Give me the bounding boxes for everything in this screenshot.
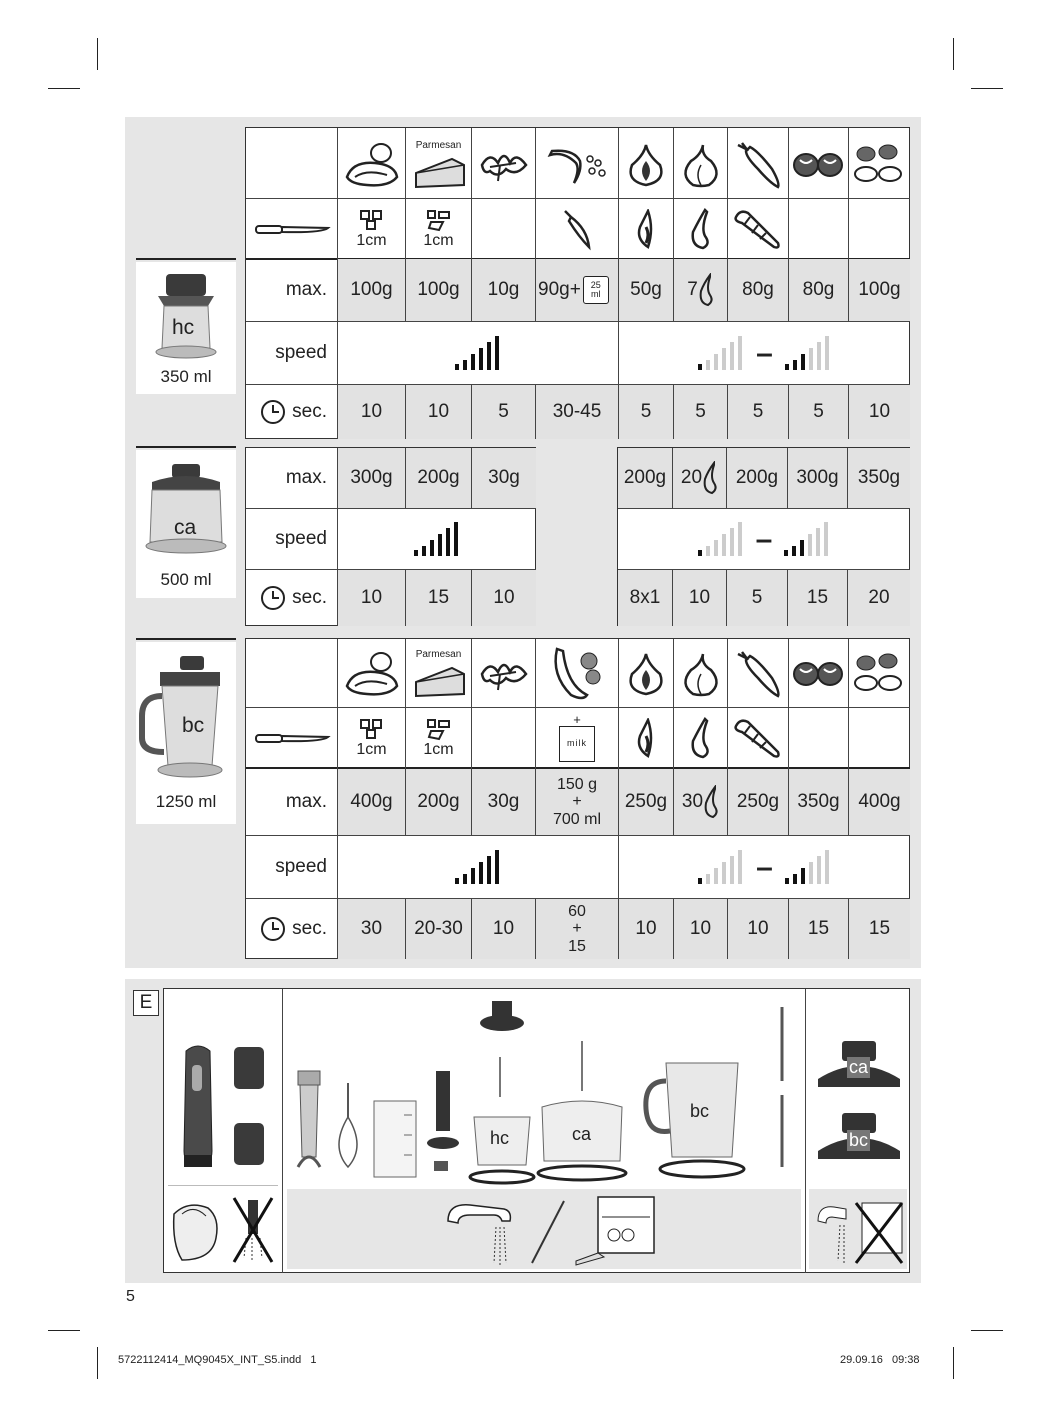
speed-range-icon: –	[618, 509, 910, 569]
max-value: 200g	[417, 790, 460, 812]
bc-blender-jar	[136, 642, 236, 824]
timer-icon	[260, 916, 286, 942]
cube-size: 1cm	[423, 231, 454, 249]
onion-cut-icon	[619, 708, 673, 767]
max-value: 30g	[488, 466, 520, 488]
sec-value: 30	[360, 917, 383, 939]
jar-capacity: 350 ml	[160, 367, 212, 386]
crop-mark	[48, 1330, 80, 1331]
knife-icon	[246, 199, 337, 258]
tap-water-icon	[444, 1199, 516, 1267]
max-value: 100g	[417, 278, 460, 300]
speed-label: speed	[275, 527, 327, 549]
sec-value: 10	[427, 400, 450, 422]
jar-capacity: 500 ml	[160, 570, 212, 589]
jar-capacity: 1250 ml	[155, 792, 217, 811]
jar-code: hc	[172, 316, 195, 339]
sec-label: sec.	[292, 917, 327, 939]
hc-chopper-jar	[136, 262, 236, 394]
max-value: 250g	[736, 790, 780, 812]
wipe-clean-icon	[168, 1194, 228, 1266]
parmesan-icon: Parmesan	[406, 132, 471, 198]
no-water-icon	[230, 1194, 276, 1266]
walnut-icon	[789, 132, 848, 198]
cheese-cubes-icon	[425, 208, 453, 232]
speed-max-icon	[338, 836, 618, 898]
walnut-icon	[789, 641, 848, 707]
slash-divider-icon	[528, 1199, 568, 1265]
max-label: max.	[285, 278, 327, 300]
crop-mark	[97, 1347, 98, 1379]
ca-table-left	[245, 447, 536, 626]
garlic-clove-icon	[702, 461, 718, 495]
timer-icon	[260, 399, 286, 425]
carrot-cut-icon	[728, 708, 788, 767]
part-label-hc: hc	[490, 1128, 510, 1148]
water-jug-icon: 25 ml	[583, 276, 609, 304]
sec-value: 15	[868, 917, 891, 939]
max-value: 200g	[735, 466, 779, 488]
max-value: 400g	[858, 790, 901, 812]
max-value: 200g	[417, 466, 460, 488]
dishwasher-icon	[574, 1195, 658, 1267]
cube-size: 1cm	[356, 740, 387, 758]
part-label-bc: bc	[690, 1101, 710, 1121]
footer-date: 29.09.16 09:38	[840, 1354, 920, 1366]
almonds-icon	[849, 132, 910, 198]
speed-range-icon: –	[619, 836, 910, 898]
bc-table: Parmesan 1cm 1cm + milk max. 400g 200g 30g 150 g + 700 ml 250g 30 250g 350g 400g speed – sec. 30 20-30 10 60 + 15 10 10 10 15 15	[245, 638, 910, 959]
speed-max-icon	[338, 322, 618, 384]
max-value: 10g	[487, 278, 520, 300]
sec-value: 10	[492, 917, 515, 939]
ca-table-right	[617, 447, 910, 626]
max-value: 80g	[742, 278, 774, 300]
garlic-icon	[674, 132, 727, 198]
parmesan-icon: Parmesan	[406, 641, 471, 707]
sec-value: 15	[807, 917, 830, 939]
max-value: 700 ml	[552, 810, 602, 828]
jar-code: bc	[182, 714, 205, 737]
sec-value: 10	[747, 917, 769, 939]
garlic-clove-icon	[698, 273, 714, 307]
milk-carton-icon: milk	[559, 726, 595, 762]
sec-value: 5	[752, 400, 764, 422]
crop-mark	[953, 1347, 954, 1379]
max-value: 300g	[350, 466, 393, 488]
max-value: 300g	[796, 466, 839, 488]
meat-icon	[338, 132, 405, 198]
sec-value: 10	[689, 917, 712, 939]
sec-value: 15	[568, 937, 586, 955]
sec-value: 5	[498, 400, 509, 422]
sec-value: 10	[493, 586, 515, 608]
max-value: 100g	[350, 278, 393, 300]
sec-value: 15	[806, 586, 829, 608]
crop-mark	[48, 88, 80, 89]
max-value: 250g	[624, 790, 668, 812]
max-value: 80g	[802, 278, 835, 300]
page-number: 5	[126, 1288, 135, 1305]
sec-value: 20	[868, 586, 890, 608]
part-label-ca: ca	[572, 1124, 592, 1144]
banana-berries-icon	[536, 641, 618, 707]
chili-cut-icon	[536, 199, 618, 258]
sec-value: 5	[695, 400, 706, 422]
max-value: 350g	[857, 466, 901, 488]
no-dishwasher-icon	[852, 1197, 906, 1267]
lid-label-ca: ca	[849, 1057, 869, 1077]
crop-mark	[953, 38, 954, 70]
max-value: 200g	[623, 466, 667, 488]
garlic-icon	[674, 641, 727, 707]
sec-value: 5	[751, 586, 763, 608]
max-value: 100g	[858, 278, 901, 300]
max-value: 350g	[797, 790, 840, 812]
max-label: max.	[285, 466, 327, 488]
hc-table	[245, 127, 910, 439]
sec-value: 5	[813, 400, 824, 422]
carrot-icon	[728, 132, 788, 198]
sec-value: 15	[427, 586, 450, 608]
onion-icon	[619, 641, 673, 707]
timer-icon	[260, 585, 286, 611]
sec-value: 5	[640, 400, 652, 422]
speed-max-icon	[338, 509, 536, 569]
max-value: 400g	[350, 790, 393, 812]
jar-code: ca	[174, 516, 197, 539]
ca-chopper-jar	[136, 450, 236, 598]
cubes-icon	[358, 208, 386, 232]
footer-file: 5722112414_MQ9045X_INT_S5.indd 1	[118, 1354, 317, 1366]
sec-value: 20-30	[414, 917, 463, 939]
hand-blender-motor-icon	[176, 1041, 276, 1181]
speed-range-icon: –	[619, 322, 910, 384]
speed-label: speed	[275, 341, 327, 363]
onion-icon	[619, 132, 673, 198]
carrot-icon	[728, 641, 788, 707]
meat-icon	[338, 641, 405, 707]
section-label: E	[133, 990, 159, 1016]
crop-mark	[971, 88, 1003, 89]
crop-mark	[971, 1330, 1003, 1331]
onion-cut-icon	[619, 199, 673, 258]
cube-size: 1cm	[356, 231, 387, 249]
sec-value: 8x1	[629, 586, 661, 608]
crop-mark	[97, 38, 98, 70]
max-value: 50g	[630, 278, 662, 300]
cubes-icon	[358, 717, 386, 741]
max-value: 30	[681, 790, 704, 812]
speed-label: speed	[275, 855, 327, 877]
sec-label: sec.	[292, 586, 327, 608]
max-value: 150 g	[556, 775, 598, 793]
garlic-clove-icon	[703, 785, 719, 819]
sec-value: 10	[868, 400, 891, 422]
sec-value: 30-45	[552, 400, 602, 422]
cube-size: 1cm	[423, 740, 454, 758]
garlic-clove-icon	[674, 708, 727, 767]
almonds-icon	[849, 641, 910, 707]
tap-water-icon	[816, 1199, 850, 1265]
max-value: 30g	[487, 790, 520, 812]
carrot-cut-icon	[728, 199, 788, 258]
herbs-icon	[472, 132, 535, 198]
sec-value: 10	[360, 400, 383, 422]
sec-value: 10	[688, 586, 711, 608]
max-value: 7	[687, 278, 698, 300]
sec-label: sec.	[292, 400, 327, 422]
knife-icon	[246, 708, 337, 767]
cheese-cubes-icon	[425, 717, 453, 741]
max-label: max.	[285, 790, 327, 812]
sec-value: 10	[360, 586, 383, 608]
sec-value: 10	[635, 917, 657, 939]
garlic-clove-icon	[674, 199, 727, 258]
sec-value: 60	[568, 902, 586, 920]
max-value: 20	[680, 466, 703, 488]
max-value: 90g+	[538, 278, 581, 300]
chili-pepper-icon	[536, 132, 618, 198]
lid-label-bc: bc	[849, 1130, 869, 1150]
dishwasher-safe-parts-icon	[292, 997, 802, 1187]
cleaning-diagram	[163, 988, 910, 1273]
herbs-icon	[472, 641, 535, 707]
